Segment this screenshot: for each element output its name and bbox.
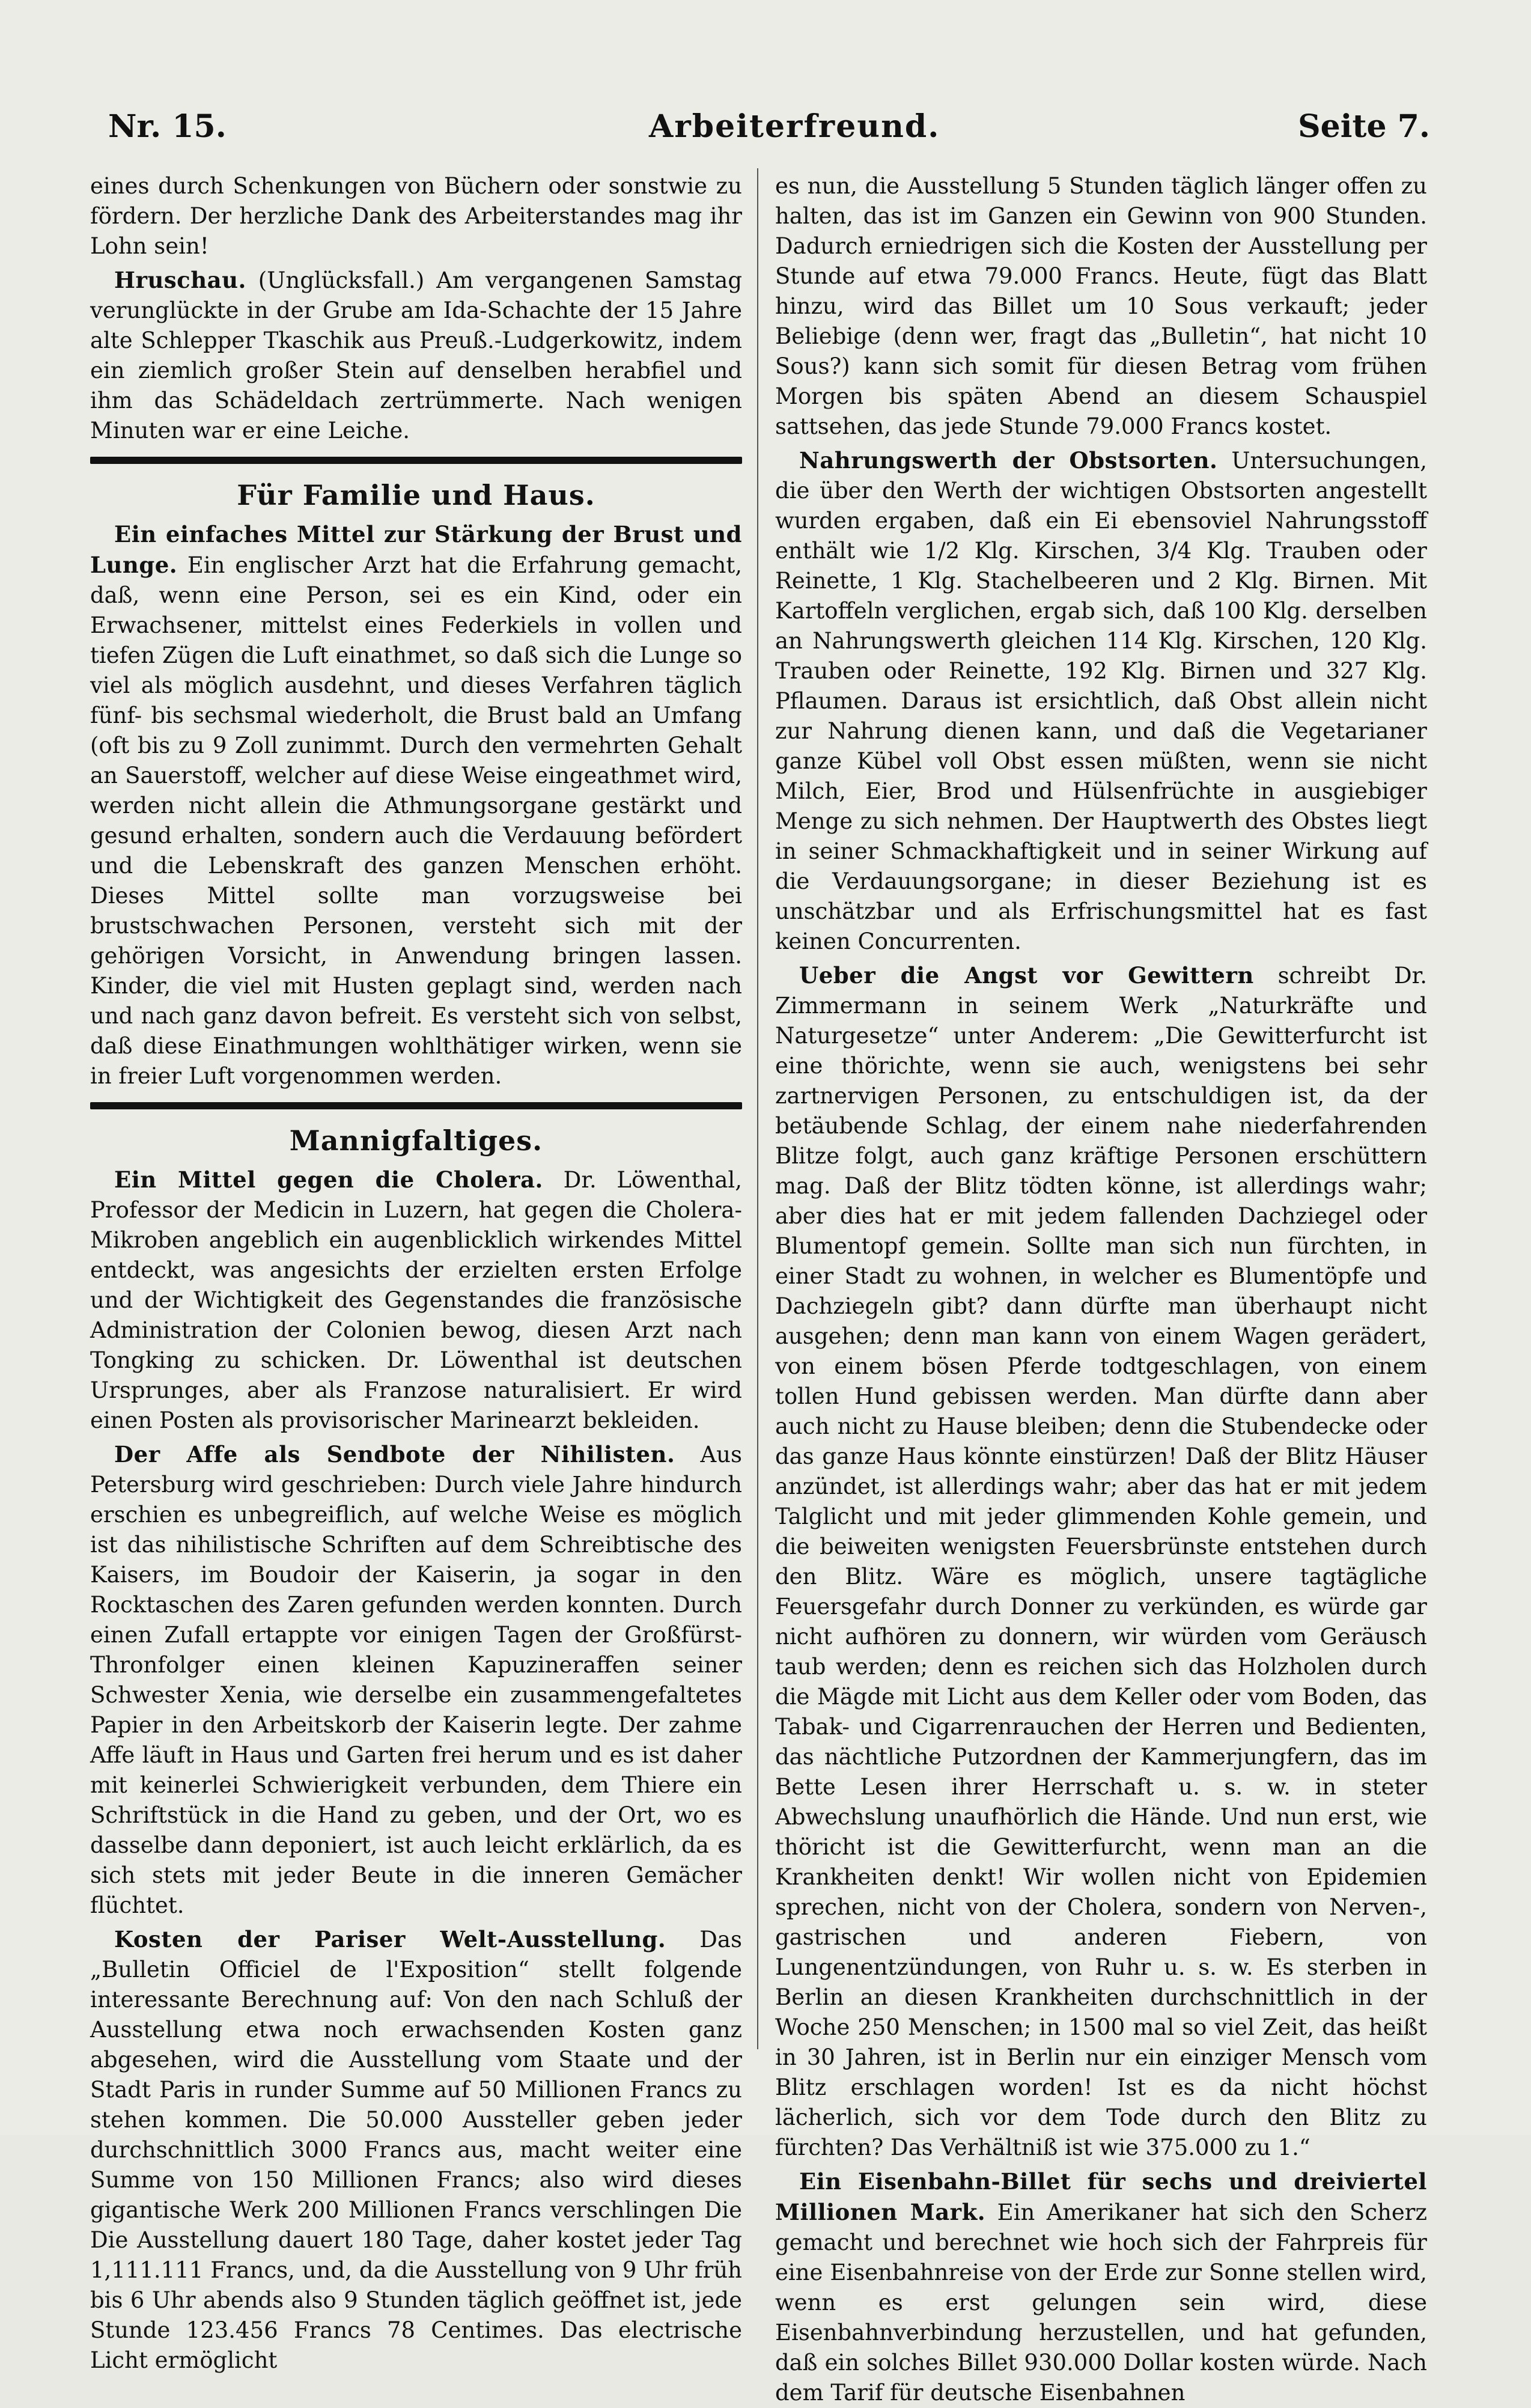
kosten-continued: es nun, die Ausstellung 5 Stunden täglich länger offen zu halten, das ist im Ganzen ein Gewinn von 900 Stunden. Dadurch erniedrigen sich die Kosten der Ausstellung per Stunde auf etwa 79.000 Francs. Heute, fügt das Blatt hinzu, wird das Billet um 10 Sous verkauft; jeder Beliebige (denn wer, fragt das „Bulletin“, hat nicht 10 Sous?) kann sich somit für diesen Betrag vom frühen Morgen bis späten Abend an diesem Schauspiel sattsehen, das jede Stunde 79.000 Francs kostet. [775, 173, 1427, 439]
hruschau-lead: Hruschau. [114, 267, 246, 293]
left-column [90, 171, 743, 2373]
obst-text: Untersuchungen, die über den Werth der wichtigen Obstsorten angestellt wurden ergaben, daß ein Ei ebensoviel Nahrungsstoff enthält wie 1/2 Klg. Kirschen, 3/4 Klg. Trauben oder Reinette, 1 Klg. Stachelbeeren und 2 Klg. Birnen. Mit Kartoffeln verglichen, ergab sich, daß 100 Klg. derselben an Nahrungswerth gleichen 114 Klg. Kirschen, 120 Klg. Trauben oder Reinette, 192 Klg. Birnen und 327 Klg. Pflaumen. Daraus ist ersichtlich, daß Obst allein nicht zur Nahrung dienen kann, und daß die Vegetarianer ganze Kübel voll Obst essen müßten, wenn sie nicht Milch, Eier, Brod und Hülsenfrüchte in ausgiebiger Menge zu sich nehmen. Der Hauptwerth des Obstes liegt in seiner Schmackhaftigkeit und in seiner Wirkung auf die Verdauungsorgane; in dieser Beziehung ist es unschätzbar und als Erfrischungsmittel hat es fast keinen Concurrenten. [775, 448, 1427, 954]
column-divider [757, 168, 758, 2049]
eisenbahn-text: Ein Amerikaner hat sich den Scherz gemacht und berechnet wie hoch sich der Fahrpreis für eine Eisenbahnreise von der Erde zur Sonne stellen wird, wenn es erst gelungen sein wird, diese Eisenbahnverbindung herzustellen, und hat gefunden, daß ein solches Billet 930.000 Dollar kosten würde. Nach dem Tarif für deutsche Eisenbahnen [775, 2199, 1427, 2406]
hruschau-text: (Unglücksfall.) Am vergangenen Samstag verunglückte in der Grube am Ida-Schachte der 15 Jahre alte Schlepper Tkaschik aus Preuß.-Ludgerkowitz, indem ein ziemlich großer Stein auf denselben herabfiel und ihm das Schädeldach zertrümmerte. Nach wenigen Minuten war er eine Leiche. [90, 267, 742, 443]
cholera-paragraph [90, 1165, 742, 1436]
obst-paragraph [775, 445, 1427, 957]
affe-text: Aus Petersburg wird geschrieben: Durch viele Jahre hindurch erschien es unbegreiflich, auf welche Weise es möglich ist das nihilistische Schriften auf dem Schreibtische des Kaisers, im Boudoir der Kaiserin, ja sogar in den Rocktaschen des Zaren gefunden werden konnten. Durch einen Zufall ertappte vor einigen Tagen der Großfürst-Thronfolger einen kleinen Kapuzineraffen seiner Schwester Xenia, wie derselbe ein zusammengefaltetes Papier in den Arbeitskorb der Kaiserin legte. Der zahme Affe läuft in Haus und Garten frei herum und es ist daher mit keinerlei Schwierigkeit verbunden, dem Thiere ein Schriftstück in die Hand zu geben, und der Ort, wo es dasselbe dann deponiert, ist auch leicht erklärlich, da es sich stets mit jeder Beute in die inneren Gemächer flüchtet. [90, 1442, 742, 1918]
section-rule [90, 1102, 742, 1109]
eisenbahn-paragraph [775, 2166, 1427, 2408]
section-heading-familie: Für Familie und Haus. [237, 479, 595, 511]
eisenbahn-lead: Ein Eisenbahn-Billet für sechs und dreiviertel Millionen Mark. [775, 2168, 1427, 2225]
affe-lead: Der Affe als Sendbote der Nihilisten. [114, 1441, 675, 1468]
hruschau-paragraph [90, 265, 742, 446]
section-rule [90, 457, 742, 464]
brust-lead: Ein einfaches Mittel zur Stärkung der Brust und Lunge. [90, 521, 742, 578]
affe-paragraph [90, 1439, 742, 1921]
right-column [775, 171, 1427, 2406]
gewitter-lead: Ueber die Angst vor Gewittern [799, 962, 1254, 989]
brust-paragraph [90, 519, 742, 1091]
brust-text: Ein englischer Arzt hat die Erfahrung gemacht, daß, wenn eine Person, sei es ein Kind, oder ein Erwachsener, mittelst eines Federkiels in vollen und tiefen Zügen die Luft einathmet, so daß sich die Lunge so viel als möglich ausdehnt, und dieses Verfahren täglich fünf- bis sechsmal wiederholt, die Brust bald an Umfang (oft bis zu 9 Zoll zunimmt. Durch den vermehrten Gehalt an Sauerstoff, welcher auf diese Weise eingeathmet wird, werden nicht allein die Athmungsorgane gestärkt und gesund erhalten, sondern auch die Verdauung befördert und die Lebenskraft des ganzen Menschen erhöht. Dieses Mittel sollte man vorzugsweise bei brustschwachen Personen, versteht sich mit der gehörigen Vorsicht, in Anwendung bringen lassen. Kinder, die viel mit Husten geplagt sind, werden nach und nach ganz davon befreit. Es versteht sich von selbst, daß diese Einathmungen wohlthätiger wirken, wenn sie in freier Luft vorgenommen werden. [90, 552, 743, 1089]
cholera-lead: Ein Mittel gegen die Cholera. [114, 1166, 543, 1193]
kosten-text: Das „Bulletin Officiel de l'Exposition“ stellt folgende interessante Berechnung auf: Von den nach Schluß der Ausstellung etwa noch erwachsenden Kosten ganz abgesehen, wird die Ausstellung vom Staate und der Stadt Paris in runder Summe auf 50 Millionen Francs zu stehen kommen. Die 50.000 Aussteller geben jeder durchschnittlich 3000 Francs aus, macht weiter eine Summe von 150 Millionen Francs; also wird dieses gigantische Werk 200 Millionen Francs verschlingen Die Die Ausstellung dauert 180 Tage, daher kostet jeder Tag 1,111.111 Francs, und, da die Ausstellung von 9 Uhr früh bis 6 Uhr abends also 9 Stunden täglich geöffnet ist, jede Stunde 123.456 Francs 78 Centimes. Das electrische Licht ermöglicht [90, 1927, 742, 2373]
kosten-paragraph [90, 1924, 742, 2376]
issue-number: Nr. 15. [108, 108, 227, 145]
section-heading-mannigfaltiges: Mannigfaltiges. [289, 1124, 543, 1157]
page-number: Seite 7. [1298, 108, 1430, 145]
newspaper-title: Arbeiterfreund. [649, 108, 940, 145]
gewitter-text: schreibt Dr. Zimmermann in seinem Werk „Naturkräfte und Naturgesetze“ unter Anderem: „Die Gewitterfurcht ist eine thörichte, wenn sie auch, wenigstens bei sehr zartnervigen Personen, zu entschuldigen ist, da der betäubende Schlag, der einem nahe niederfahrenden Blitze folgt, auch ganz kräftige Personen erschüttern mag. Daß der Blitz tödten könne, ist allerdings wahr; aber dies hat er mit jedem fallenden Dachziegel oder Blumentopf gemein. Sollte man sich nun fürchten, in einer Stadt zu wohnen, in welcher es Blumentöpfe und Dachziegeln gibt? dann dürfte man überhaupt nicht ausgehen; denn man kann von einem Wagen gerädert, von einem bösen Pferde todtgeschlagen, von einem tollen Hund gebissen werden. Man dürfte dann aber auch nicht zu Hause bleiben; denn die Stubendecke oder das ganze Haus könnte einstürzen! Daß der Blitz Häuser anzündet, ist allerdings wahr; aber das hat er mit jedem Talglicht und mit jeder glimmenden Kohle gemein, und die beiweiten wenigsten Feuersbrünste entstehen durch den Blitz. Wäre es möglich, unsere tagtägliche Feuersgefahr durch Donner zu verkünden, es würde gar nicht aufhören zu donnern, wir würden vom Geräusch taub werden; denn es reichen sich das Holzholen durch die Mägde mit Licht aus dem Keller oder vom Boden, das Tabak- und Cigarrenrauchen der Herren und Bedienten, das nächtliche Putzordnen der Kammerjungfern, das im Bette Lesen ihrer Herrschaft u. s. w. in steter Abwechslung unaufhörlich die Hände. Und nun erst, wie thöricht ist die Gewitterfurcht, wenn man an die Krankheiten denkt! Wir wollen nicht von Epidemien sprechen, nicht von der Cholera, sondern von Nerven-, gastrischen und anderen Fiebern, von Lungenentzündungen, von Ruhr u. s. w. Es sterben in Berlin an diesen Krankheiten durchschnittlich in der Woche 250 Menschen; in 1500 mal so viel Zeit, das heißt in 30 Jahren, ist in Berlin nur ein einziger Mensch vom Blitz erschlagen worden! Ist es da nicht höchst lächerlich, sich vor dem Tode durch den Blitz zu fürchten? Das Verhältniß ist wie 375.000 zu 1.“ [775, 963, 1427, 2160]
obst-lead: Nahrungswerth der Obstsorten. [799, 447, 1218, 474]
gewitter-paragraph [775, 960, 1427, 2163]
intro-paragraph: eines durch Schenkungen von Büchern oder sonstwie zu fördern. Der herzliche Dank des Arbeiterstandes mag ihr Lohn sein! [90, 173, 742, 259]
cholera-text: Dr. Löwenthal, Professor der Medicin in Luzern, hat gegen die Cholera-Mikroben angeblich ein augenblicklich wirkendes Mittel entdeckt, was angesichts der erzielten ersten Erfolge und der Wichtigkeit des Gegenstandes die französische Administration der Colonien bewog, diesen Arzt nach Tongking zu schicken. Dr. Löwenthal ist deutschen Ursprunges, aber als Franzose naturalisiert. Er wird einen Posten als provisorischer Marinearzt bekleiden. [90, 1167, 743, 1433]
page-header [108, 102, 1430, 150]
kosten-lead: Kosten der Pariser Welt-Ausstellung. [114, 1926, 666, 1952]
